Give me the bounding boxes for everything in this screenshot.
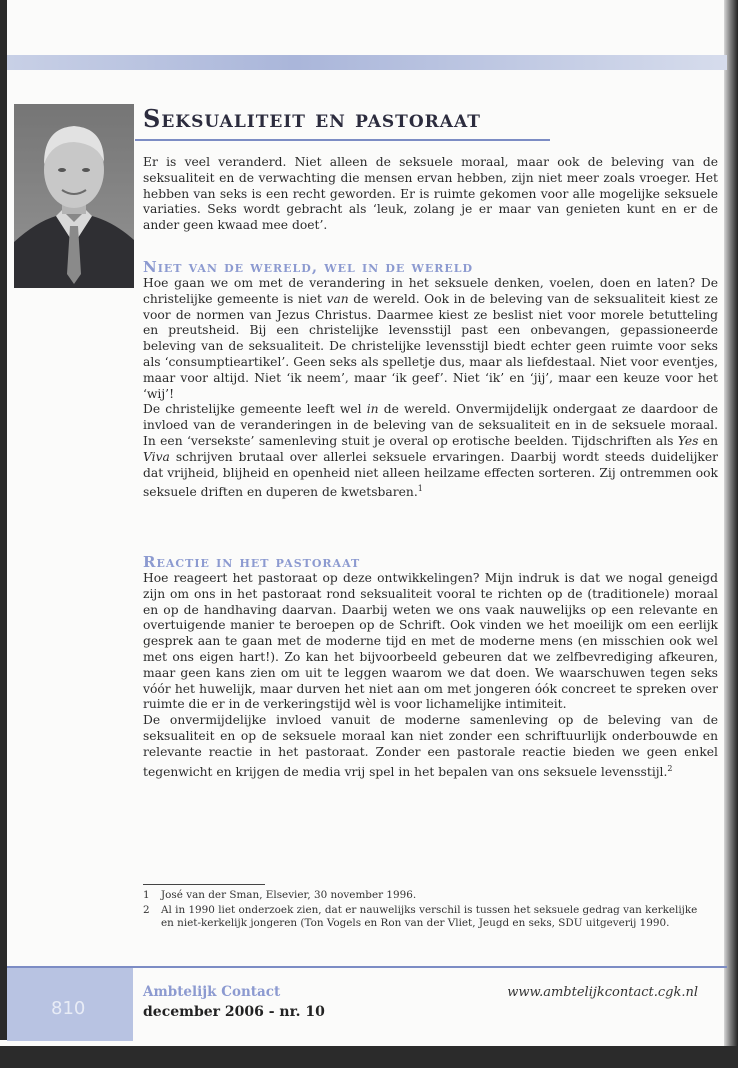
text-run: schrijven brutaal over allerlei seksuele ervaringen. Daarbij wordt steeds duidelijker dat vrijheid, blijheid en openheid niet alleen heilzame effecten sorteren. Zij ontremmen ook seksuele driften en duperen de kwetsbaren. xyxy=(143,449,718,500)
issue-label: december 2006 - nr. 10 xyxy=(143,1004,325,1020)
footnote-2 xyxy=(143,904,703,931)
section-2-paragraph-2 xyxy=(143,713,718,780)
header-color-band xyxy=(7,55,727,70)
footnote-1 xyxy=(143,889,703,903)
section-2-body xyxy=(143,571,718,780)
page-number: 810 xyxy=(51,998,86,1019)
text-run: De christelijke gemeente leeft wel xyxy=(143,402,367,417)
footnote-number: 2 xyxy=(143,903,150,916)
section-heading-2: Reactie in het pastoraat xyxy=(143,553,361,571)
scan-left-edge xyxy=(0,0,7,1040)
footnote-ref-1[interactable]: 1 xyxy=(417,484,423,494)
section-1-paragraph-1 xyxy=(143,276,718,402)
magazine-name-yes: Yes xyxy=(677,433,699,448)
scan-bottom-edge xyxy=(0,1046,738,1068)
magazine-name: Ambtelijk Contact xyxy=(143,984,281,1000)
text-run: en xyxy=(698,433,718,448)
section-1-paragraph-2 xyxy=(143,402,718,501)
article-title: Seksualiteit en pastoraat xyxy=(143,104,481,133)
intro-text: Er is veel veranderd. Niet alleen de seksuele moraal, maar ook de beleving van de seksualiteit en de verwachting die mensen ervan hebben, zijn niet meer zoals vroeger. Het hebben van seks is een recht geworden. Er is ruimte gekomen voor alle mogelijke seksuele variaties. Seks wordt gebracht als ‘leuk, zolang je er maar van genieten kunt en er de ander geen kwaad mee doet’. xyxy=(143,155,718,233)
emphasis: van xyxy=(326,291,349,306)
text-run: de wereld. Ook in de beleving van de seksualiteit kiest ze voor de normen van Jezus Christus. Daarmee kiest ze beslist niet voor morele betutteling en preutsheid. Bij een christelijke levensstijl past een onbevangen, gepassioneerde beleving van de seksualiteit. De christelijke levensstijl biedt echter geen ruimte voor seks als ‘consumptieartikel’. Geen seks als spelletje dus, maar als liefdestaal. Niet voor eventjes, maar voor altijd. Niet ‘ik neem’, maar ‘ik geef’. Niet ‘ik’ en ‘jij’, maar een keuze voor het ‘wij’! xyxy=(143,291,718,401)
text-run: Hoe gaan we om met de verandering in het seksuele denken, voelen, doen en laten? De christelijke gemeente is niet xyxy=(143,276,718,306)
footnote-ref-2[interactable]: 2 xyxy=(667,763,673,773)
magazine-name-viva: Viva xyxy=(143,449,170,464)
emphasis: in xyxy=(366,402,379,417)
footnotes xyxy=(143,889,703,932)
scan-right-edge xyxy=(724,0,738,1068)
author-photo xyxy=(14,104,134,288)
intro-paragraph xyxy=(143,155,718,234)
section-heading-1: Niet van de wereld, wel in de wereld xyxy=(143,258,474,276)
footnote-text: José van der Sman, Elsevier, 30 november 1996. xyxy=(161,889,417,901)
footnote-number: 1 xyxy=(143,889,150,901)
text-run: de wereld. Onvermijdelijk ondergaat ze daardoor de invloed van de veranderingen in de beleving van de seksualiteit en in de seksuele moraal. In een ‘versekste’ samenleving stuit je overal op erotische beelden. Tijdschriften als xyxy=(143,402,719,448)
footnote-divider xyxy=(143,884,265,885)
page-number-box xyxy=(7,968,133,1041)
website-link[interactable]: www.ambtelijkcontact.cgk.nl xyxy=(507,985,698,1000)
section-1-body xyxy=(143,276,718,501)
footnote-text: Al in 1990 liet onderzoek zien, dat er nauwelijks verschil is tussen het seksuele gedrag van kerkelijke en niet-kerkelijk jongeren (Ton Vogels en Ron van der Vliet, Jeugd en seks, SDU uitgeverij 1990. xyxy=(161,903,698,930)
title-underline xyxy=(135,139,550,141)
section-2-paragraph-1: Hoe reageert het pastoraat op deze ontwikkelingen? Mijn indruk is dat we nogal geneigd zijn om ons in het pastoraat rond seksualiteit vooral te richten op de (traditionele) moraal en op de handhaving daarvan. Daarbij weten we ons vaak nauwelijks op een relevante en overtuigende manier te beroepen op de Schrift. Ook vinden we het moeilijk om een eerlijk gesprek aan te gaan met de moderne tijd en met de moderne mens (en misschien ook wel met ons eigen hart!). Zo kan het bijvoorbeeld gebeuren dat we zelfbevrediging afkeuren, maar geen kans zien om uit te leggen waarom we dat doen. We waarschuwen tegen seks vóór het huwelijk, maar durven het niet aan om met jongeren óók concreet te spreken over ruimte die er in de verkeringstijd wèl is voor lichamelijke intimiteit. xyxy=(143,571,718,712)
text-run: De onvermijdelijke invloed vanuit de moderne samenleving op de beleving van de seksualiteit en op de seksuele moraal kan niet zonder een schriftuurlijk onderbouwde en relevante reactie in het pastoraat. Zonder een pastorale reactie bieden we geen enkel tegenwicht en krijgen de media vrij spel in het bepalen van ons seksuele levensstijl. xyxy=(143,713,718,779)
